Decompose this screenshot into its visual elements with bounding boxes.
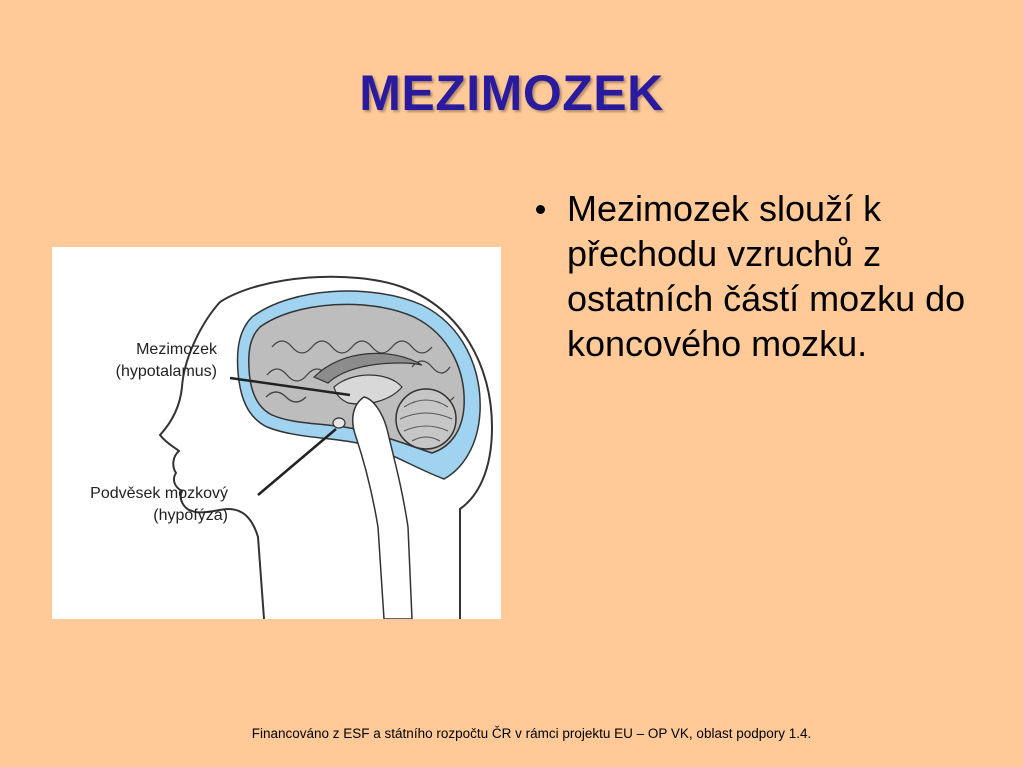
slide-title: MEZIMOZEK <box>359 65 664 121</box>
bullet-dot-icon <box>536 205 545 214</box>
label-pituitary-line2: (hypofýza) <box>153 507 228 524</box>
label-pituitary <box>60 483 228 527</box>
label-pituitary-line1: Podvěsek mozkový <box>90 485 228 502</box>
label-hypothalamus-line2: (hypotalamus) <box>115 363 217 380</box>
label-hypothalamus <box>92 339 217 383</box>
cerebellum <box>396 389 456 449</box>
pituitary-gland <box>333 418 345 428</box>
bullet-list <box>534 186 994 366</box>
bullet-item <box>534 186 994 366</box>
bullet-text: Mezimozek slouží k přechodu vzruchů z ostatních částí mozku do koncového mozku. <box>567 188 966 364</box>
brain-diagram <box>52 247 501 619</box>
label-hypothalamus-line1: Mezimozek <box>136 341 217 358</box>
brain-illustration <box>52 247 501 619</box>
footer-funding-note: Financováno z ESF a státního rozpočtu ČR v rámci projektu EU – OP VK, oblast podpory 1.4. <box>251 726 812 741</box>
pointer-line-pituitary <box>258 429 336 495</box>
